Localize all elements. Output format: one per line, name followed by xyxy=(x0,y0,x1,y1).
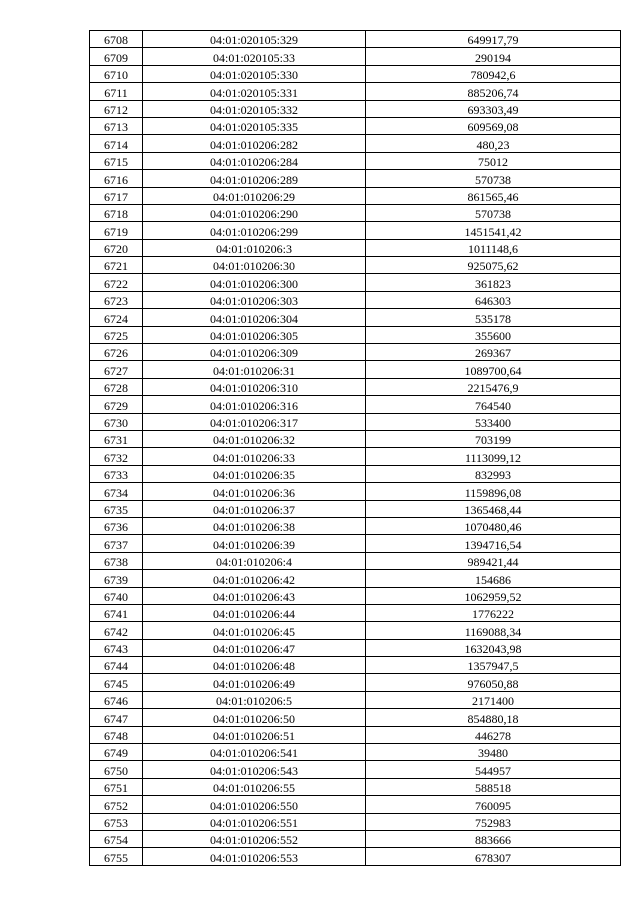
value-cell: 290194 xyxy=(366,48,621,65)
cadastral-number-cell: 04:01:010206:299 xyxy=(143,222,366,239)
table-row xyxy=(90,204,621,221)
cadastral-number-cell: 04:01:010206:44 xyxy=(143,604,366,621)
value-cell: 1062959,52 xyxy=(366,587,621,604)
value-cell: 480,23 xyxy=(366,135,621,152)
value-cell: 976050,88 xyxy=(366,674,621,691)
cadastral-number-cell: 04:01:010206:305 xyxy=(143,326,366,343)
value-cell: 544957 xyxy=(366,761,621,778)
cadastral-number-cell: 04:01:010206:35 xyxy=(143,465,366,482)
cadastral-number-cell: 04:01:010206:48 xyxy=(143,657,366,674)
value-cell: 760095 xyxy=(366,796,621,813)
value-cell: 1357947,5 xyxy=(366,657,621,674)
table-row xyxy=(90,830,621,847)
cadastral-number-cell: 04:01:010206:543 xyxy=(143,761,366,778)
table-row xyxy=(90,448,621,465)
table-row xyxy=(90,587,621,604)
row-number-cell: 6736 xyxy=(90,517,143,534)
value-cell: 1011148,6 xyxy=(366,239,621,256)
value-cell: 1451541,42 xyxy=(366,222,621,239)
row-number-cell: 6748 xyxy=(90,726,143,743)
value-cell: 1632043,98 xyxy=(366,639,621,656)
value-cell: 1394716,54 xyxy=(366,535,621,552)
table-row xyxy=(90,430,621,447)
value-cell: 678307 xyxy=(366,848,621,865)
cadastral-number-cell: 04:01:010206:37 xyxy=(143,500,366,517)
row-number-cell: 6709 xyxy=(90,48,143,65)
row-number-cell: 6733 xyxy=(90,465,143,482)
value-cell: 1159896,08 xyxy=(366,483,621,500)
row-number-cell: 6726 xyxy=(90,344,143,361)
value-cell: 2215476,9 xyxy=(366,378,621,395)
table-row xyxy=(90,135,621,152)
cadastral-number-cell: 04:01:010206:49 xyxy=(143,674,366,691)
row-number-cell: 6724 xyxy=(90,309,143,326)
value-cell: 1776222 xyxy=(366,604,621,621)
row-number-cell: 6716 xyxy=(90,170,143,187)
value-cell: 832993 xyxy=(366,465,621,482)
row-number-cell: 6710 xyxy=(90,65,143,82)
value-cell: 989421,44 xyxy=(366,552,621,569)
value-cell: 703199 xyxy=(366,430,621,447)
table-body xyxy=(90,31,621,866)
value-cell: 649917,79 xyxy=(366,31,621,48)
value-cell: 752983 xyxy=(366,813,621,830)
table-row xyxy=(90,309,621,326)
value-cell: 854880,18 xyxy=(366,709,621,726)
value-cell: 764540 xyxy=(366,396,621,413)
cadastral-number-cell: 04:01:010206:38 xyxy=(143,517,366,534)
cadastral-number-cell: 04:01:020105:330 xyxy=(143,65,366,82)
table-row xyxy=(90,274,621,291)
cadastral-number-cell: 04:01:010206:310 xyxy=(143,378,366,395)
cadastral-number-cell: 04:01:010206:31 xyxy=(143,361,366,378)
table-row xyxy=(90,48,621,65)
value-cell: 1113099,12 xyxy=(366,448,621,465)
cadastral-number-cell: 04:01:010206:33 xyxy=(143,448,366,465)
value-cell: 39480 xyxy=(366,744,621,761)
value-cell: 2171400 xyxy=(366,691,621,708)
table-row xyxy=(90,761,621,778)
row-number-cell: 6712 xyxy=(90,100,143,117)
value-cell: 1365468,44 xyxy=(366,500,621,517)
value-cell: 646303 xyxy=(366,291,621,308)
row-number-cell: 6754 xyxy=(90,830,143,847)
table-row xyxy=(90,691,621,708)
cadastral-number-cell: 04:01:010206:282 xyxy=(143,135,366,152)
cadastral-number-cell: 04:01:010206:289 xyxy=(143,170,366,187)
cadastral-number-cell: 04:01:010206:30 xyxy=(143,257,366,274)
table-row xyxy=(90,657,621,674)
table-row xyxy=(90,326,621,343)
table-row xyxy=(90,726,621,743)
cadastral-number-cell: 04:01:010206:50 xyxy=(143,709,366,726)
cadastral-number-cell: 04:01:010206:51 xyxy=(143,726,366,743)
table-row xyxy=(90,152,621,169)
row-number-cell: 6746 xyxy=(90,691,143,708)
cadastral-number-cell: 04:01:010206:290 xyxy=(143,204,366,221)
value-cell: 1169088,34 xyxy=(366,622,621,639)
row-number-cell: 6741 xyxy=(90,604,143,621)
table-row xyxy=(90,378,621,395)
row-number-cell: 6727 xyxy=(90,361,143,378)
table-row xyxy=(90,570,621,587)
row-number-cell: 6749 xyxy=(90,744,143,761)
value-cell: 1070480,46 xyxy=(366,517,621,534)
value-cell: 269367 xyxy=(366,344,621,361)
value-cell: 533400 xyxy=(366,413,621,430)
row-number-cell: 6752 xyxy=(90,796,143,813)
row-number-cell: 6753 xyxy=(90,813,143,830)
value-cell: 885206,74 xyxy=(366,83,621,100)
row-number-cell: 6723 xyxy=(90,291,143,308)
value-cell: 570738 xyxy=(366,170,621,187)
value-cell: 570738 xyxy=(366,204,621,221)
cadastral-number-cell: 04:01:020105:329 xyxy=(143,31,366,48)
table-row xyxy=(90,535,621,552)
table-row xyxy=(90,552,621,569)
value-cell: 693303,49 xyxy=(366,100,621,117)
cadastral-number-cell: 04:01:010206:317 xyxy=(143,413,366,430)
value-cell: 355600 xyxy=(366,326,621,343)
table-row xyxy=(90,117,621,134)
row-number-cell: 6711 xyxy=(90,83,143,100)
cadastral-number-cell: 04:01:010206:304 xyxy=(143,309,366,326)
table-row xyxy=(90,622,621,639)
table-row xyxy=(90,483,621,500)
table-row xyxy=(90,639,621,656)
cadastral-number-cell: 04:01:010206:552 xyxy=(143,830,366,847)
row-number-cell: 6717 xyxy=(90,187,143,204)
table-row xyxy=(90,361,621,378)
table-row xyxy=(90,222,621,239)
row-number-cell: 6725 xyxy=(90,326,143,343)
row-number-cell: 6729 xyxy=(90,396,143,413)
row-number-cell: 6735 xyxy=(90,500,143,517)
cadastral-number-cell: 04:01:010206:45 xyxy=(143,622,366,639)
table-row xyxy=(90,31,621,48)
table-row xyxy=(90,65,621,82)
cadastral-number-cell: 04:01:010206:309 xyxy=(143,344,366,361)
table-row xyxy=(90,170,621,187)
table-row xyxy=(90,187,621,204)
table-row xyxy=(90,465,621,482)
row-number-cell: 6734 xyxy=(90,483,143,500)
table-row xyxy=(90,257,621,274)
cadastral-number-cell: 04:01:010206:4 xyxy=(143,552,366,569)
cadastral-value-table xyxy=(89,30,621,866)
table-row xyxy=(90,517,621,534)
cadastral-number-cell: 04:01:010206:300 xyxy=(143,274,366,291)
cadastral-number-cell: 04:01:020105:331 xyxy=(143,83,366,100)
cadastral-number-cell: 04:01:020105:335 xyxy=(143,117,366,134)
value-cell: 75012 xyxy=(366,152,621,169)
cadastral-number-cell: 04:01:010206:55 xyxy=(143,778,366,795)
row-number-cell: 6742 xyxy=(90,622,143,639)
row-number-cell: 6751 xyxy=(90,778,143,795)
row-number-cell: 6722 xyxy=(90,274,143,291)
cadastral-number-cell: 04:01:010206:553 xyxy=(143,848,366,865)
row-number-cell: 6745 xyxy=(90,674,143,691)
cadastral-number-cell: 04:01:010206:42 xyxy=(143,570,366,587)
row-number-cell: 6737 xyxy=(90,535,143,552)
cadastral-number-cell: 04:01:020105:33 xyxy=(143,48,366,65)
table-row xyxy=(90,239,621,256)
row-number-cell: 6720 xyxy=(90,239,143,256)
cadastral-number-cell: 04:01:010206:39 xyxy=(143,535,366,552)
table-row xyxy=(90,100,621,117)
value-cell: 861565,46 xyxy=(366,187,621,204)
cadastral-number-cell: 04:01:010206:36 xyxy=(143,483,366,500)
table-row xyxy=(90,778,621,795)
cadastral-number-cell: 04:01:010206:3 xyxy=(143,239,366,256)
value-cell: 609569,08 xyxy=(366,117,621,134)
table-row xyxy=(90,83,621,100)
row-number-cell: 6750 xyxy=(90,761,143,778)
value-cell: 925075,62 xyxy=(366,257,621,274)
value-cell: 446278 xyxy=(366,726,621,743)
row-number-cell: 6730 xyxy=(90,413,143,430)
row-number-cell: 6715 xyxy=(90,152,143,169)
cadastral-number-cell: 04:01:010206:541 xyxy=(143,744,366,761)
cadastral-number-cell: 04:01:010206:303 xyxy=(143,291,366,308)
value-cell: 588518 xyxy=(366,778,621,795)
value-cell: 1089700,64 xyxy=(366,361,621,378)
row-number-cell: 6739 xyxy=(90,570,143,587)
cadastral-number-cell: 04:01:010206:32 xyxy=(143,430,366,447)
table-row xyxy=(90,604,621,621)
row-number-cell: 6744 xyxy=(90,657,143,674)
cadastral-number-cell: 04:01:010206:550 xyxy=(143,796,366,813)
value-cell: 361823 xyxy=(366,274,621,291)
table-row xyxy=(90,396,621,413)
cadastral-number-cell: 04:01:010206:5 xyxy=(143,691,366,708)
value-cell: 154686 xyxy=(366,570,621,587)
row-number-cell: 6732 xyxy=(90,448,143,465)
value-cell: 780942,6 xyxy=(366,65,621,82)
row-number-cell: 6708 xyxy=(90,31,143,48)
table-row xyxy=(90,848,621,865)
row-number-cell: 6718 xyxy=(90,204,143,221)
table-row xyxy=(90,796,621,813)
table-row xyxy=(90,709,621,726)
row-number-cell: 6719 xyxy=(90,222,143,239)
cadastral-number-cell: 04:01:020105:332 xyxy=(143,100,366,117)
table-row xyxy=(90,344,621,361)
cadastral-number-cell: 04:01:010206:29 xyxy=(143,187,366,204)
cadastral-number-cell: 04:01:010206:551 xyxy=(143,813,366,830)
cadastral-number-cell: 04:01:010206:316 xyxy=(143,396,366,413)
row-number-cell: 6740 xyxy=(90,587,143,604)
value-cell: 535178 xyxy=(366,309,621,326)
table-row xyxy=(90,413,621,430)
row-number-cell: 6731 xyxy=(90,430,143,447)
row-number-cell: 6743 xyxy=(90,639,143,656)
row-number-cell: 6713 xyxy=(90,117,143,134)
row-number-cell: 6738 xyxy=(90,552,143,569)
cadastral-number-cell: 04:01:010206:284 xyxy=(143,152,366,169)
table-row xyxy=(90,674,621,691)
row-number-cell: 6755 xyxy=(90,848,143,865)
table-row xyxy=(90,500,621,517)
table-row xyxy=(90,813,621,830)
row-number-cell: 6721 xyxy=(90,257,143,274)
cadastral-number-cell: 04:01:010206:47 xyxy=(143,639,366,656)
row-number-cell: 6714 xyxy=(90,135,143,152)
row-number-cell: 6728 xyxy=(90,378,143,395)
table-row xyxy=(90,744,621,761)
cadastral-number-cell: 04:01:010206:43 xyxy=(143,587,366,604)
row-number-cell: 6747 xyxy=(90,709,143,726)
value-cell: 883666 xyxy=(366,830,621,847)
table-row xyxy=(90,291,621,308)
